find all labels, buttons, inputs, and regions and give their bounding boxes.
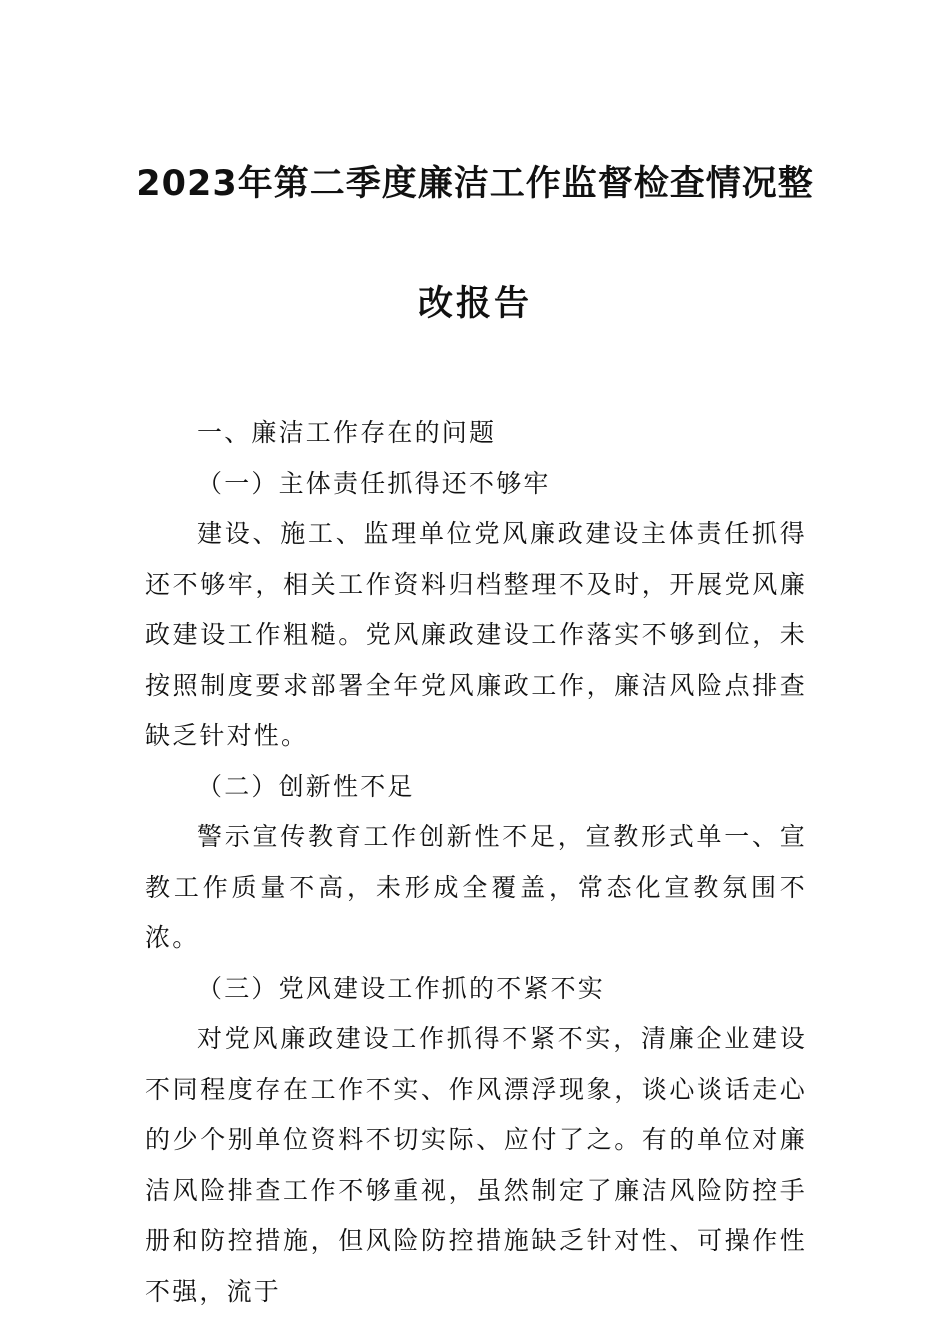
subsection-paragraph-2: 警示宣传教育工作创新性不足，宣教形式单一、宣教工作质量不高，未形成全覆盖，常态化宣教氛围不浓。 bbox=[145, 822, 807, 952]
subsection-heading-1: （一）主体责任抓得还不够牢 bbox=[197, 468, 551, 498]
document-title-line-1: 2023年第二季度廉洁工作监督检查情况整 bbox=[136, 164, 814, 204]
subsection-paragraph-3: 对党风廉政建设工作抓得不紧不实，清廉企业建设不同程度存在工作不实、作风漂浮现象，谈心谈话走心的少个别单位资料不切实际、应付了之。有的单位对廉洁风险排查工作不够重视，虽然制定了廉洁风险防控手册和防控措施，但风险防控措施缺乏针对性、可操作性不强，流于 bbox=[145, 1024, 807, 1306]
subsection-heading-2: （二）创新性不足 bbox=[197, 771, 415, 801]
document-title-line-2: 改报告 bbox=[417, 284, 532, 324]
subsection-paragraph-1: 建设、施工、监理单位党风廉政建设主体责任抓得还不够牢，相关工作资料归档整理不及时，开展党风廉政建设工作粗糙。党风廉政建设工作落实不够到位，未按照制度要求部署全年党风廉政工作，廉洁风险点排查缺乏针对性。 bbox=[145, 519, 807, 750]
document-body bbox=[145, 408, 807, 1317]
subsection-heading-3: （三）党风建设工作抓的不紧不实 bbox=[197, 973, 606, 1003]
section-heading-problems: 一、廉洁工作存在的问题 bbox=[197, 418, 497, 447]
